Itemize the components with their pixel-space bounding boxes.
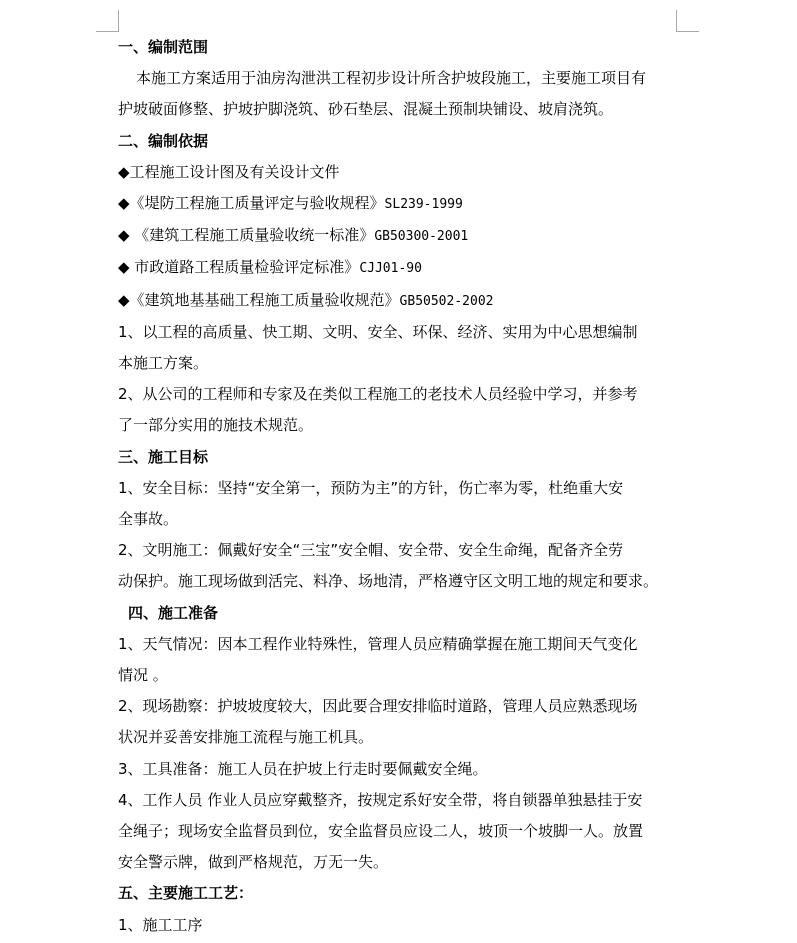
paragraph-line: 2、文明施工：佩戴好安全“三宝”安全帽、安全带、安全生命绳，配备齐全劳	[118, 541, 624, 560]
paragraph-line: 本施工方案。	[118, 354, 209, 373]
paragraph-line: 2、现场勘察：护坡坡度较大，因此要合理安排临时道路，管理人员应熟悉现场	[118, 697, 638, 716]
paragraph-line: 状况并妥善安排施工流程与施工机具。	[118, 728, 374, 747]
basis-code: CJJ01-90	[359, 261, 422, 277]
paragraph-line: 全绳子；现场安全监督员到位，安全监督员应设二人，坡顶一个坡脚一人。放置	[118, 822, 644, 841]
paragraph-line: 本施工方案适用于油房沟泄洪工程初步设计所含护坡段施工，主要施工项目有	[136, 69, 647, 88]
section-heading: 三、施工目标	[118, 447, 209, 466]
section-heading: 五、主要施工工艺：	[118, 884, 254, 903]
section-heading: 二、编制依据	[118, 131, 209, 150]
basis-text: ◆ 市政道路工程质量检验评定标准》	[118, 258, 360, 277]
paragraph-line: 1、天气情况：因本工程作业特殊性，管理人员应精确掌握在施工期间天气变化	[118, 634, 638, 653]
paragraph-line: 安全警示牌，做到严格规范，万无一失。	[118, 853, 389, 872]
basis-item	[118, 157, 680, 188]
paragraph-line: 2、从公司的工程师和专家及在类似工程施工的老技术人员经验中学习，并参考	[118, 385, 638, 404]
paragraph-line: 护坡破面修整、护坡护脚浇筑、砂石垫层、混凝土预制块铺设、坡肩浇筑。	[118, 100, 614, 119]
basis-text: ◆ 《建筑工程施工质量验收统一标准》	[118, 226, 375, 245]
basis-item	[118, 285, 680, 317]
section-heading: 四、施工准备	[128, 603, 219, 622]
basis-item	[118, 188, 680, 220]
basis-code: GB50502-2002	[399, 293, 494, 309]
page-corner-mark-left	[96, 10, 119, 32]
paragraph-line: 动保护。施工现场做到活完、料净、场地清，严格遵守区文明工地的规定和要求。	[118, 572, 659, 591]
paragraph-line: 全事故。	[118, 510, 179, 529]
section-heading: 一、编制范围	[118, 38, 209, 56]
basis-item	[118, 220, 680, 252]
paragraph-line: 1、安全目标：坚持“安全第一，预防为主”的方针，伤亡率为零，杜绝重大安	[118, 478, 624, 497]
basis-item	[118, 252, 680, 284]
paragraph-line: 了一部分实用的施技术规范。	[118, 416, 314, 435]
basis-text: ◆《建筑地基基础工程施工质量验收规范》	[118, 290, 400, 309]
basis-code: SL239-1999	[384, 197, 463, 213]
paragraph-line: 1、以工程的高质量、快工期、文明、安全、环保、经济、实用为中心思想编制	[118, 322, 638, 341]
paragraph-line: 4、工作人员 作业人员应穿戴整齐，按规定系好安全带，将自锁器单独悬挂于安	[118, 790, 643, 809]
basis-text: ◆《堤防工程施工质量评定与验收规程》	[118, 194, 385, 213]
page-corner-mark-right	[676, 10, 699, 32]
paragraph-line: 情况 。	[118, 666, 168, 685]
paragraph-line: 3、工具准备：施工人员在护坡上行走时要佩戴安全绳。	[118, 759, 488, 778]
paragraph-line: 1、施工工序	[118, 915, 203, 934]
document-body	[118, 32, 680, 941]
basis-text: ◆工程施工设计图及有关设计文件	[118, 162, 340, 181]
basis-code: GB50300-2001	[374, 229, 469, 245]
